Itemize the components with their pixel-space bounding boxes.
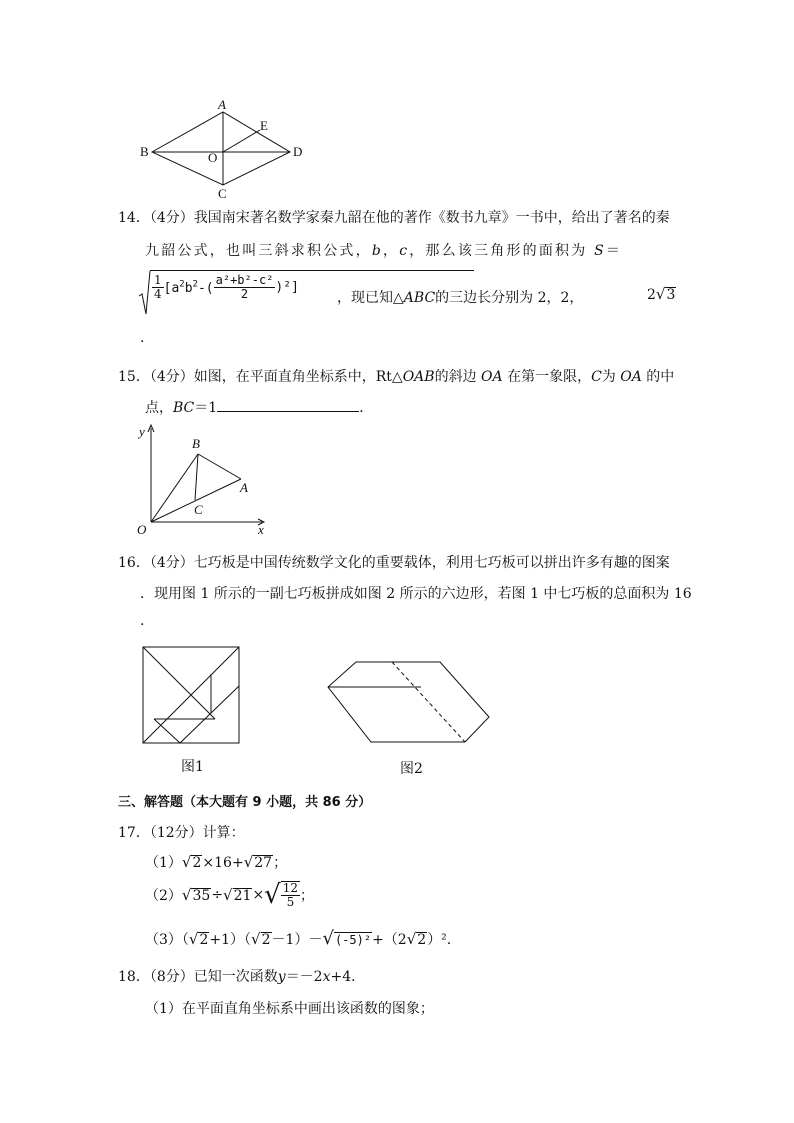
q15-line1: 15．（4分）如图，在平面直角坐标系中，Rt△OAB的斜边 OA 在第一象限，C为 OA 的中 [118, 369, 675, 385]
rhombus-figure [140, 97, 310, 201]
q17-part3: （3）（√2+1）（√2－1）－√(-5)²+（2√2）². [145, 928, 452, 949]
q17-part1: （1）√2×16+√27； [145, 853, 288, 871]
axis-y-label: y [139, 424, 145, 439]
q18-part1: （1）在平面直角坐标系中画出该函数的图象； [145, 1001, 434, 1017]
q14-line3-tail: ，现已知△ABC的三边长分别为 2，2， [337, 290, 584, 306]
q14-dot: . [140, 330, 145, 346]
sqrt-sign [139, 270, 151, 316]
answer-blank[interactable] [217, 397, 359, 412]
label-B: B [140, 144, 149, 159]
q16-line1: 16．（4分）七巧板是中国传统数学文化的重要载体，利用七巧板可以拼出许多有趣的图案 [118, 555, 670, 571]
q18-header: 18．（8分）已知一次函数y＝－2x+4． [118, 969, 366, 985]
q14-text: 我国南宋著名数学家秦九韶在他的著作《数书九章》一书中，给出了著名的秦 [193, 210, 670, 226]
label-A: A [240, 480, 248, 495]
fig1-caption: 图1 [181, 759, 204, 775]
label-E: E [260, 118, 268, 133]
q14-line1 [118, 207, 670, 227]
fig2-caption: 图2 [400, 761, 423, 777]
label-A: A [218, 97, 226, 112]
tangram-figure-1 [142, 646, 240, 744]
q16-line2: ．现用图 1 所示的一副七巧板拼成如图 2 所示的六边形，若图 1 中七巧板的总面积为 16 [140, 586, 692, 602]
q17-header: 17．（12分）计算： [118, 825, 245, 841]
q14-line2: 九韶公式，也叫三斜求积公式，b，c，那么该三角形的面积为 S＝ [145, 243, 623, 259]
coordinate-figure [134, 422, 274, 537]
q14-root: 2√3 [647, 285, 676, 303]
label-C: C [218, 186, 227, 201]
label-D: D [293, 144, 303, 159]
q17-part2: （2）√35÷√21×√ $\frac{12}{5}$ ； [145, 880, 315, 910]
q14-score: （4分） [149, 210, 194, 226]
q15-line2: 点，BC＝1 ． [145, 397, 373, 417]
label-O: O [137, 522, 147, 537]
q16-dot: . [140, 613, 145, 629]
label-C: C [194, 502, 203, 517]
hexagon-figure-2 [326, 660, 491, 745]
label-B: B [192, 436, 200, 451]
section-title: 三、解答题（本大题有 9 小题，共 86 分） [118, 795, 372, 810]
axis-x-label: x [258, 522, 264, 537]
q14-number: 14． [118, 210, 150, 226]
label-O: O [208, 150, 218, 165]
